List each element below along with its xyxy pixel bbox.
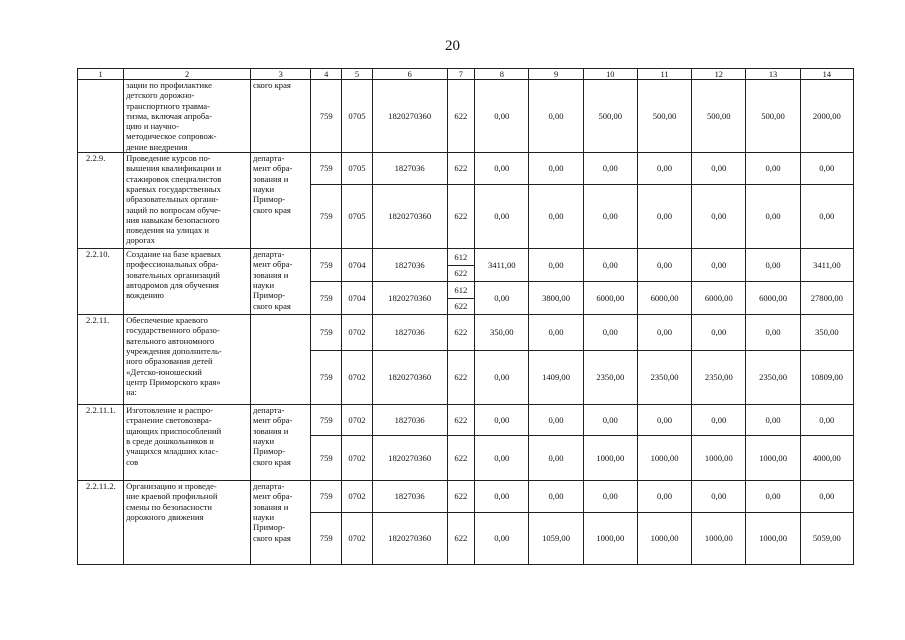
amount-col-8: 3411,00 (475, 249, 529, 282)
expense-type-code: 622 (447, 351, 475, 405)
amount-col-10: 0,00 (583, 481, 637, 513)
expense-type-value: 612 (454, 251, 468, 262)
ministry-code: 759 (311, 249, 342, 282)
amount-col-13: 2350,00 (746, 351, 800, 405)
description-line: учреждения дополнитель- (126, 345, 222, 356)
amount-col-8: 0,00 (475, 481, 529, 513)
expense-type-code: 622 (447, 436, 475, 481)
description-line: ние краевой профильной (126, 491, 218, 502)
amount-col-8: 0,00 (475, 436, 529, 481)
amount-col-8: 350,00 (475, 315, 529, 351)
table-row (78, 249, 854, 282)
row-description (124, 80, 251, 153)
responsible-executor (251, 249, 311, 315)
description-line: вательного автономного (126, 335, 215, 346)
amount-total: 5059,00 (800, 513, 853, 565)
description-line: Проведение курсов по- (126, 153, 211, 164)
target-item-code: 1820270360 (372, 185, 447, 249)
expense-type-code: 622 (447, 315, 475, 351)
description-line: государственного образо- (126, 325, 220, 336)
description-line: образовательных органи- (126, 194, 219, 205)
description-line: автодромов для обучения (126, 279, 219, 290)
description-line: тизма, включая апроба- (126, 110, 212, 121)
row-number: 2.2.11. (78, 315, 124, 405)
expense-type-code: 622 (447, 481, 475, 513)
expense-type-value: 622 (448, 265, 475, 282)
responsible-line: науки (253, 183, 275, 194)
amount-col-9: 0,00 (529, 80, 583, 153)
target-item-code: 1827036 (372, 315, 447, 351)
column-number-3: 3 (251, 69, 311, 80)
amount-col-11: 0,00 (637, 249, 691, 282)
column-number-12: 12 (692, 69, 746, 80)
column-number-9: 9 (529, 69, 583, 80)
column-number-8: 8 (475, 69, 529, 80)
responsible-line: зования и (253, 501, 289, 512)
description-line: стажировок специалистов (126, 173, 222, 184)
amount-col-8: 0,00 (475, 351, 529, 405)
amount-col-9: 0,00 (529, 405, 583, 436)
amount-col-13: 1000,00 (746, 513, 800, 565)
expense-type-value: 622 (448, 298, 475, 315)
amount-total: 0,00 (800, 405, 853, 436)
amount-col-11: 0,00 (637, 481, 691, 513)
amount-col-11: 500,00 (637, 80, 691, 153)
amount-col-11: 0,00 (637, 315, 691, 351)
section-code: 0704 (342, 282, 373, 315)
budget-table (77, 68, 854, 565)
amount-col-9: 0,00 (529, 315, 583, 351)
amount-col-13: 0,00 (746, 185, 800, 249)
responsible-line: мент обра- (253, 491, 293, 502)
amount-col-10: 1000,00 (583, 513, 637, 565)
amount-col-10: 0,00 (583, 315, 637, 351)
target-item-code: 1827036 (372, 153, 447, 185)
responsible-executor (251, 80, 311, 153)
amount-col-10: 500,00 (583, 80, 637, 153)
column-number-10: 10 (583, 69, 637, 80)
amount-col-9: 1409,00 (529, 351, 583, 405)
amount-total: 10809,00 (800, 351, 853, 405)
description-line: дение внедрения (126, 141, 188, 152)
column-number-2: 2 (124, 69, 251, 80)
section-code: 0704 (342, 249, 373, 282)
description-line: учащихся младших клас- (126, 446, 219, 457)
ministry-code: 759 (311, 153, 342, 185)
amount-col-9: 3800,00 (529, 282, 583, 315)
description-line: дорожного движения (126, 511, 204, 522)
column-number-11: 11 (637, 69, 691, 80)
amount-col-12: 0,00 (692, 481, 746, 513)
amount-col-10: 6000,00 (583, 282, 637, 315)
responsible-line: департа- (253, 249, 285, 260)
description-line: транспортного травма- (126, 100, 210, 111)
target-item-code: 1820270360 (372, 436, 447, 481)
row-description (124, 481, 251, 565)
amount-col-8: 0,00 (475, 513, 529, 565)
amount-col-10: 0,00 (583, 249, 637, 282)
responsible-line: мент обра- (253, 259, 293, 270)
description-line: зации по профилактике (126, 80, 212, 90)
amount-col-12: 1000,00 (692, 436, 746, 481)
responsible-line: ского края (253, 532, 291, 543)
column-number-1: 1 (78, 69, 124, 80)
amount-col-13: 6000,00 (746, 282, 800, 315)
row-number: 2.2.10. (78, 249, 124, 315)
amount-total: 0,00 (800, 153, 853, 185)
amount-col-9: 0,00 (529, 185, 583, 249)
description-line: краевых государственных (126, 183, 221, 194)
responsible-line: Примор- (253, 446, 285, 457)
section-code: 0705 (342, 80, 373, 153)
amount-col-12: 0,00 (692, 153, 746, 185)
amount-total: 350,00 (800, 315, 853, 351)
amount-col-12: 0,00 (692, 185, 746, 249)
amount-col-12: 2350,00 (692, 351, 746, 405)
responsible-executor (251, 405, 311, 481)
column-number-14: 14 (800, 69, 853, 80)
target-item-code: 1820270360 (372, 513, 447, 565)
description-line: детского дорожно- (126, 90, 195, 101)
ministry-code: 759 (311, 405, 342, 436)
expense-type-code: 622 (447, 185, 475, 249)
description-line: сов (126, 456, 139, 467)
row-description (124, 153, 251, 249)
expense-type-split (448, 282, 475, 314)
amount-col-12: 500,00 (692, 80, 746, 153)
description-line: заций по вопросам обуче- (126, 204, 221, 215)
expense-type-split (448, 249, 475, 281)
responsible-line: департа- (253, 153, 285, 164)
responsible-line: мент обра- (253, 163, 293, 174)
table-row (78, 315, 854, 351)
header-row (78, 69, 854, 80)
responsible-line: департа- (253, 481, 285, 492)
amount-col-12: 1000,00 (692, 513, 746, 565)
ministry-code: 759 (311, 80, 342, 153)
amount-col-11: 1000,00 (637, 513, 691, 565)
amount-col-13: 500,00 (746, 80, 800, 153)
row-description (124, 405, 251, 481)
amount-col-9: 1059,00 (529, 513, 583, 565)
description-line: методическое сопровож- (126, 131, 217, 142)
description-line: на: (126, 387, 137, 398)
amount-total: 27800,00 (800, 282, 853, 315)
row-description (124, 315, 251, 405)
amount-col-8: 0,00 (475, 282, 529, 315)
amount-col-10: 1000,00 (583, 436, 637, 481)
description-line: Обеспечение краевого (126, 315, 208, 326)
target-item-code: 1820270360 (372, 351, 447, 405)
column-number-5: 5 (342, 69, 373, 80)
row-number: 2.2.11.1. (78, 405, 124, 481)
expense-type-code: 622 (447, 80, 475, 153)
description-line: щающих приспособлений (126, 425, 222, 436)
amount-col-12: 0,00 (692, 315, 746, 351)
responsible-line: ского края (253, 204, 291, 215)
section-code: 0702 (342, 513, 373, 565)
responsible-line: науки (253, 279, 275, 290)
ministry-code: 759 (311, 351, 342, 405)
target-item-code: 1827036 (372, 481, 447, 513)
ministry-code: 759 (311, 481, 342, 513)
responsible-line: ского края (253, 456, 291, 467)
ministry-code: 759 (311, 315, 342, 351)
section-code: 0702 (342, 351, 373, 405)
responsible-line: Примор- (253, 194, 285, 205)
page-number: 20 (445, 38, 460, 54)
description-line: Изготовление и распро- (126, 405, 214, 416)
amount-col-11: 2350,00 (637, 351, 691, 405)
row-number: 2.2.9. (78, 153, 124, 249)
amount-total: 2000,00 (800, 80, 853, 153)
column-number-4: 4 (311, 69, 342, 80)
expense-type-code: 622 (447, 513, 475, 565)
table-row (78, 153, 854, 185)
amount-col-8: 0,00 (475, 405, 529, 436)
amount-col-8: 0,00 (475, 153, 529, 185)
amount-col-12: 0,00 (692, 249, 746, 282)
description-line: Организацию и проведе- (126, 481, 217, 492)
amount-col-11: 0,00 (637, 185, 691, 249)
description-line: странение световозвра- (126, 415, 212, 426)
ministry-code: 759 (311, 436, 342, 481)
section-code: 0702 (342, 436, 373, 481)
amount-col-13: 0,00 (746, 153, 800, 185)
table-row (78, 481, 854, 513)
amount-col-10: 0,00 (583, 405, 637, 436)
description-line: Создание на базе краевых (126, 249, 222, 260)
amount-total: 0,00 (800, 481, 853, 513)
target-item-code: 1827036 (372, 405, 447, 436)
target-item-code: 1820270360 (372, 282, 447, 315)
responsible-line: зования и (253, 425, 289, 436)
amount-col-12: 6000,00 (692, 282, 746, 315)
responsible-line: ского края (253, 300, 291, 311)
target-item-code: 1827036 (372, 249, 447, 282)
responsible-line: Примор- (253, 290, 285, 301)
amount-total: 0,00 (800, 185, 853, 249)
description-line: центр Приморского края» (126, 376, 221, 387)
expense-type-code: 622 (447, 153, 475, 185)
expense-type-value: 612 (454, 284, 468, 295)
section-code: 0702 (342, 315, 373, 351)
amount-total: 4000,00 (800, 436, 853, 481)
amount-col-13: 0,00 (746, 481, 800, 513)
amount-col-13: 1000,00 (746, 436, 800, 481)
amount-col-10: 0,00 (583, 153, 637, 185)
expense-type-code: 622 (447, 405, 475, 436)
description-line: дорогах (126, 235, 155, 246)
description-line: цию и научно- (126, 121, 179, 132)
amount-col-8: 0,00 (475, 185, 529, 249)
responsible-line: Примор- (253, 522, 285, 533)
responsible-line: зования и (253, 269, 289, 280)
ministry-code: 759 (311, 185, 342, 249)
amount-col-9: 0,00 (529, 436, 583, 481)
responsible-line: науки (253, 435, 275, 446)
responsible-line: ского края (253, 80, 291, 90)
responsible-line: науки (253, 511, 275, 522)
column-number-7: 7 (447, 69, 475, 80)
responsible-executor (251, 481, 311, 565)
amount-col-13: 0,00 (746, 405, 800, 436)
responsible-executor (251, 153, 311, 249)
responsible-executor (251, 315, 311, 405)
amount-total: 3411,00 (800, 249, 853, 282)
amount-col-9: 0,00 (529, 481, 583, 513)
description-line: ного образования детей (126, 356, 213, 367)
responsible-line: зования и (253, 173, 289, 184)
ministry-code: 759 (311, 513, 342, 565)
amount-col-9: 0,00 (529, 249, 583, 282)
amount-col-10: 0,00 (583, 185, 637, 249)
ministry-code: 759 (311, 282, 342, 315)
table-row (78, 80, 854, 153)
table-row (78, 405, 854, 436)
description-line: вышения квалификации и (126, 163, 222, 174)
responsible-line: мент обра- (253, 415, 293, 426)
section-code: 0702 (342, 481, 373, 513)
column-number-6: 6 (372, 69, 447, 80)
amount-col-8: 0,00 (475, 80, 529, 153)
row-description (124, 249, 251, 315)
row-number (78, 80, 124, 153)
description-line: поведения на улицах и (126, 225, 209, 236)
amount-col-10: 2350,00 (583, 351, 637, 405)
target-item-code: 1820270360 (372, 80, 447, 153)
description-line: смены по безопасности (126, 501, 213, 512)
amount-col-11: 1000,00 (637, 436, 691, 481)
column-number-13: 13 (746, 69, 800, 80)
amount-col-12: 0,00 (692, 405, 746, 436)
amount-col-11: 6000,00 (637, 282, 691, 315)
description-line: зовательных организаций (126, 269, 220, 280)
description-line: профессиональных обра- (126, 259, 219, 270)
amount-col-11: 0,00 (637, 405, 691, 436)
amount-col-11: 0,00 (637, 153, 691, 185)
description-line: ния навыкам безопасного (126, 214, 220, 225)
amount-col-9: 0,00 (529, 153, 583, 185)
description-line: вождению (126, 290, 164, 301)
description-line: «Детско-юношеский (126, 366, 202, 377)
responsible-line: департа- (253, 405, 285, 416)
row-number: 2.2.11.2. (78, 481, 124, 565)
amount-col-13: 0,00 (746, 315, 800, 351)
section-code: 0705 (342, 153, 373, 185)
description-line: в среде дошкольников и (126, 435, 214, 446)
expense-type-code (447, 249, 475, 282)
amount-col-13: 0,00 (746, 249, 800, 282)
section-code: 0705 (342, 185, 373, 249)
expense-type-code (447, 282, 475, 315)
section-code: 0702 (342, 405, 373, 436)
